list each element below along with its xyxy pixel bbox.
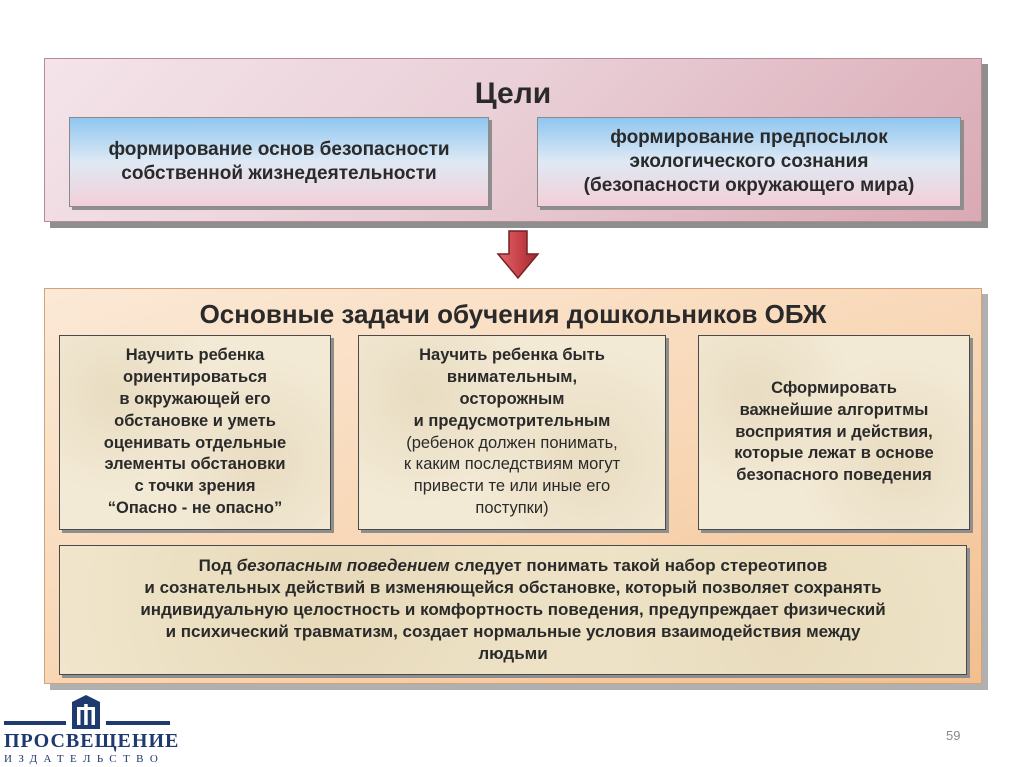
definition-line-rest: следует понимать такой набор стереотипов <box>449 555 828 575</box>
task-line: которые лежат в основе <box>734 444 934 463</box>
tasks-panel <box>44 288 982 684</box>
definition-line: и сознательных действий в изменяющейся обстановке, который позволяет сохранять <box>144 577 882 597</box>
task-line: оценивать отдельные <box>103 433 287 452</box>
task-line: восприятия и действия, <box>735 422 933 441</box>
task-orientation <box>59 335 331 530</box>
task-line: элементы обстановки <box>104 455 286 474</box>
task-line: с точки зрения <box>134 477 256 496</box>
task-line: в окружающей его <box>119 389 271 408</box>
goal-line: собственной жизнедеятельности <box>121 163 437 184</box>
goals-title: Цели <box>474 77 552 110</box>
task-line: Научить ребенка <box>125 346 265 365</box>
page-number: 59 <box>946 728 961 743</box>
goal-safety-foundations <box>69 117 489 207</box>
definition-emphasis: безопасным поведением <box>236 555 450 575</box>
task-note-line: привести те или иные его <box>413 477 611 496</box>
goal-line: формирование основ безопасности <box>108 139 450 161</box>
task-algorithms <box>698 335 970 530</box>
goal-line: экологического сознания <box>629 151 869 173</box>
logo-rule-right <box>106 721 170 725</box>
task-line: безопасного поведения <box>736 466 932 485</box>
logo-subtitle: ИЗДАТЕЛЬСТВО <box>4 753 165 765</box>
logo-rule-left <box>4 721 66 725</box>
goals-panel <box>44 58 982 222</box>
task-note-line: к каким последствиям могут <box>403 455 621 474</box>
task-note-line: поступки) <box>475 498 549 517</box>
task-line: осторожным <box>459 389 565 408</box>
task-line: обстановке и уметь <box>114 411 276 430</box>
task-note-line: (ребенок должен понимать, <box>406 433 618 452</box>
task-line: и предусмотрительным <box>413 411 611 430</box>
task-line: ориентироваться <box>123 368 267 387</box>
definition-line: индивидуальную целостность и комфортность поведения, предупреждает физический <box>140 599 886 619</box>
goal-ecological-awareness <box>537 117 961 207</box>
task-line: Научить ребенка быть <box>419 346 605 365</box>
goal-line: (безопасности окружающего мира) <box>583 174 915 196</box>
definition-line <box>140 555 885 577</box>
down-arrow-icon <box>496 230 540 280</box>
safe-behavior-definition <box>59 545 967 675</box>
task-attentiveness <box>358 335 666 530</box>
definition-line: людьми <box>478 644 548 664</box>
definition-prefix: Под <box>198 555 237 575</box>
task-line: “Опасно - не опасно” <box>107 498 283 517</box>
task-line: Сформировать <box>771 379 897 398</box>
publisher-logo <box>0 690 180 767</box>
task-line: внимательным, <box>446 368 578 387</box>
goal-line: формирование предпосылок <box>610 127 888 149</box>
prosveshchenie-logo-icon <box>70 694 102 730</box>
definition-line: и психический травматизм, создает нормальные условия взаимодействия между <box>165 622 861 642</box>
task-line: важнейшие алгоритмы <box>739 400 929 419</box>
tasks-title: Основные задачи обучения дошкольников ОБЖ <box>199 299 827 329</box>
logo-name: ПРОСВЕЩЕНИЕ <box>4 730 180 752</box>
